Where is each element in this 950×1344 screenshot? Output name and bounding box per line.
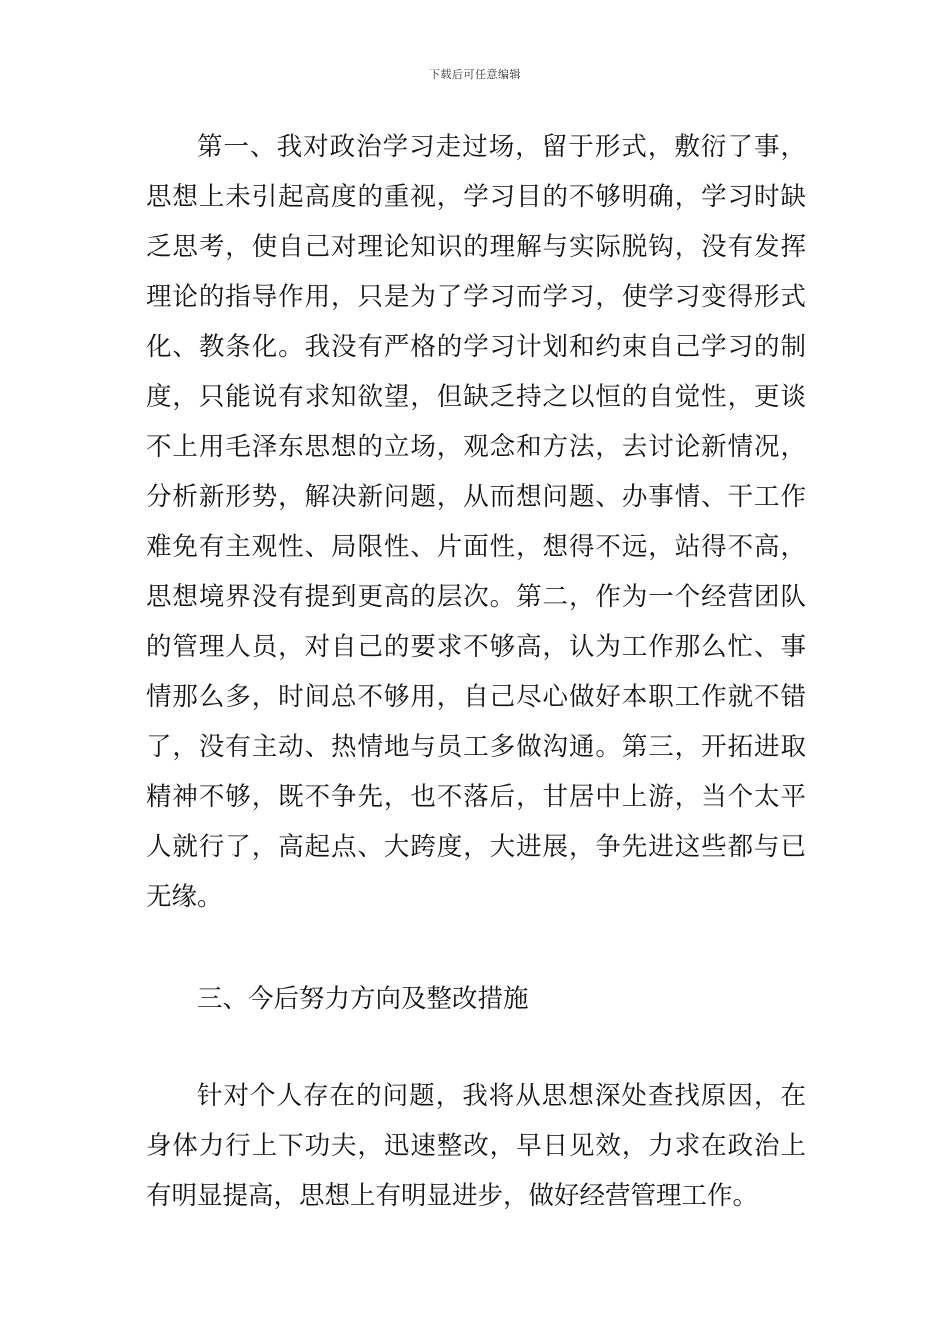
- paragraph-line: 乏思考，使自己对理论知识的理解与实际脱钩，没有发挥: [146, 232, 806, 262]
- body-paragraph-2: [146, 1071, 806, 1221]
- paragraph-line: 无缘。: [146, 882, 223, 912]
- paragraph-line: 精神不够，既不争先，也不落后，甘居中上游，当个太平: [146, 782, 806, 812]
- paragraph-line: 度，只能说有求知欲望，但缺乏持之以恒的自觉性，更谈: [146, 382, 806, 412]
- paragraph-line: 了，没有主动、热情地与员工多做沟通。第三，开拓进取: [146, 732, 806, 762]
- paragraph-line: 不上用毛泽东思想的立场，观念和方法，去讨论新情况，: [146, 432, 806, 462]
- paragraph-line: 思想上未引起高度的重视，学习目的不够明确，学习时缺: [146, 182, 806, 212]
- paragraph-line: 身体力行上下功夫，迅速整改，早日见效，力求在政治上: [146, 1131, 806, 1161]
- paragraph-line: 情那么多，时间总不够用，自己尽心做好本职工作就不错: [146, 682, 806, 712]
- paragraph-line: 分析新形势，解决新问题，从而想问题、办事情、干工作: [146, 482, 806, 512]
- paragraph-line: 思想境界没有提到更高的层次。第二，作为一个经营团队: [146, 582, 806, 612]
- page-header: 下载后可任意编辑: [429, 68, 521, 81]
- paragraph-line: 的管理人员，对自己的要求不够高，认为工作那么忙、事: [146, 632, 806, 662]
- paragraph-line: 难免有主观性、局限性、片面性，想得不远，站得不高，: [146, 532, 806, 562]
- paragraph-line: 化、教条化。我没有严格的学习计划和约束自己学习的制: [146, 332, 806, 362]
- paragraph-line: 第一、我对政治学习走过场，留于形式，敷衍了事，: [197, 132, 806, 162]
- body-paragraph-1: [146, 122, 806, 922]
- section-heading: 三、今后努力方向及整改措施: [197, 984, 529, 1014]
- paragraph-line: 理论的指导作用，只是为了学习而学习，使学习变得形式: [146, 282, 806, 312]
- paragraph-line: 有明显提高，思想上有明显进步，做好经营管理工作。: [146, 1181, 759, 1211]
- paragraph-line: 针对个人存在的问题，我将从思想深处查找原因，在: [197, 1081, 806, 1111]
- paragraph-line: 人就行了，高起点、大跨度，大进展，争先进这些都与已: [146, 832, 806, 862]
